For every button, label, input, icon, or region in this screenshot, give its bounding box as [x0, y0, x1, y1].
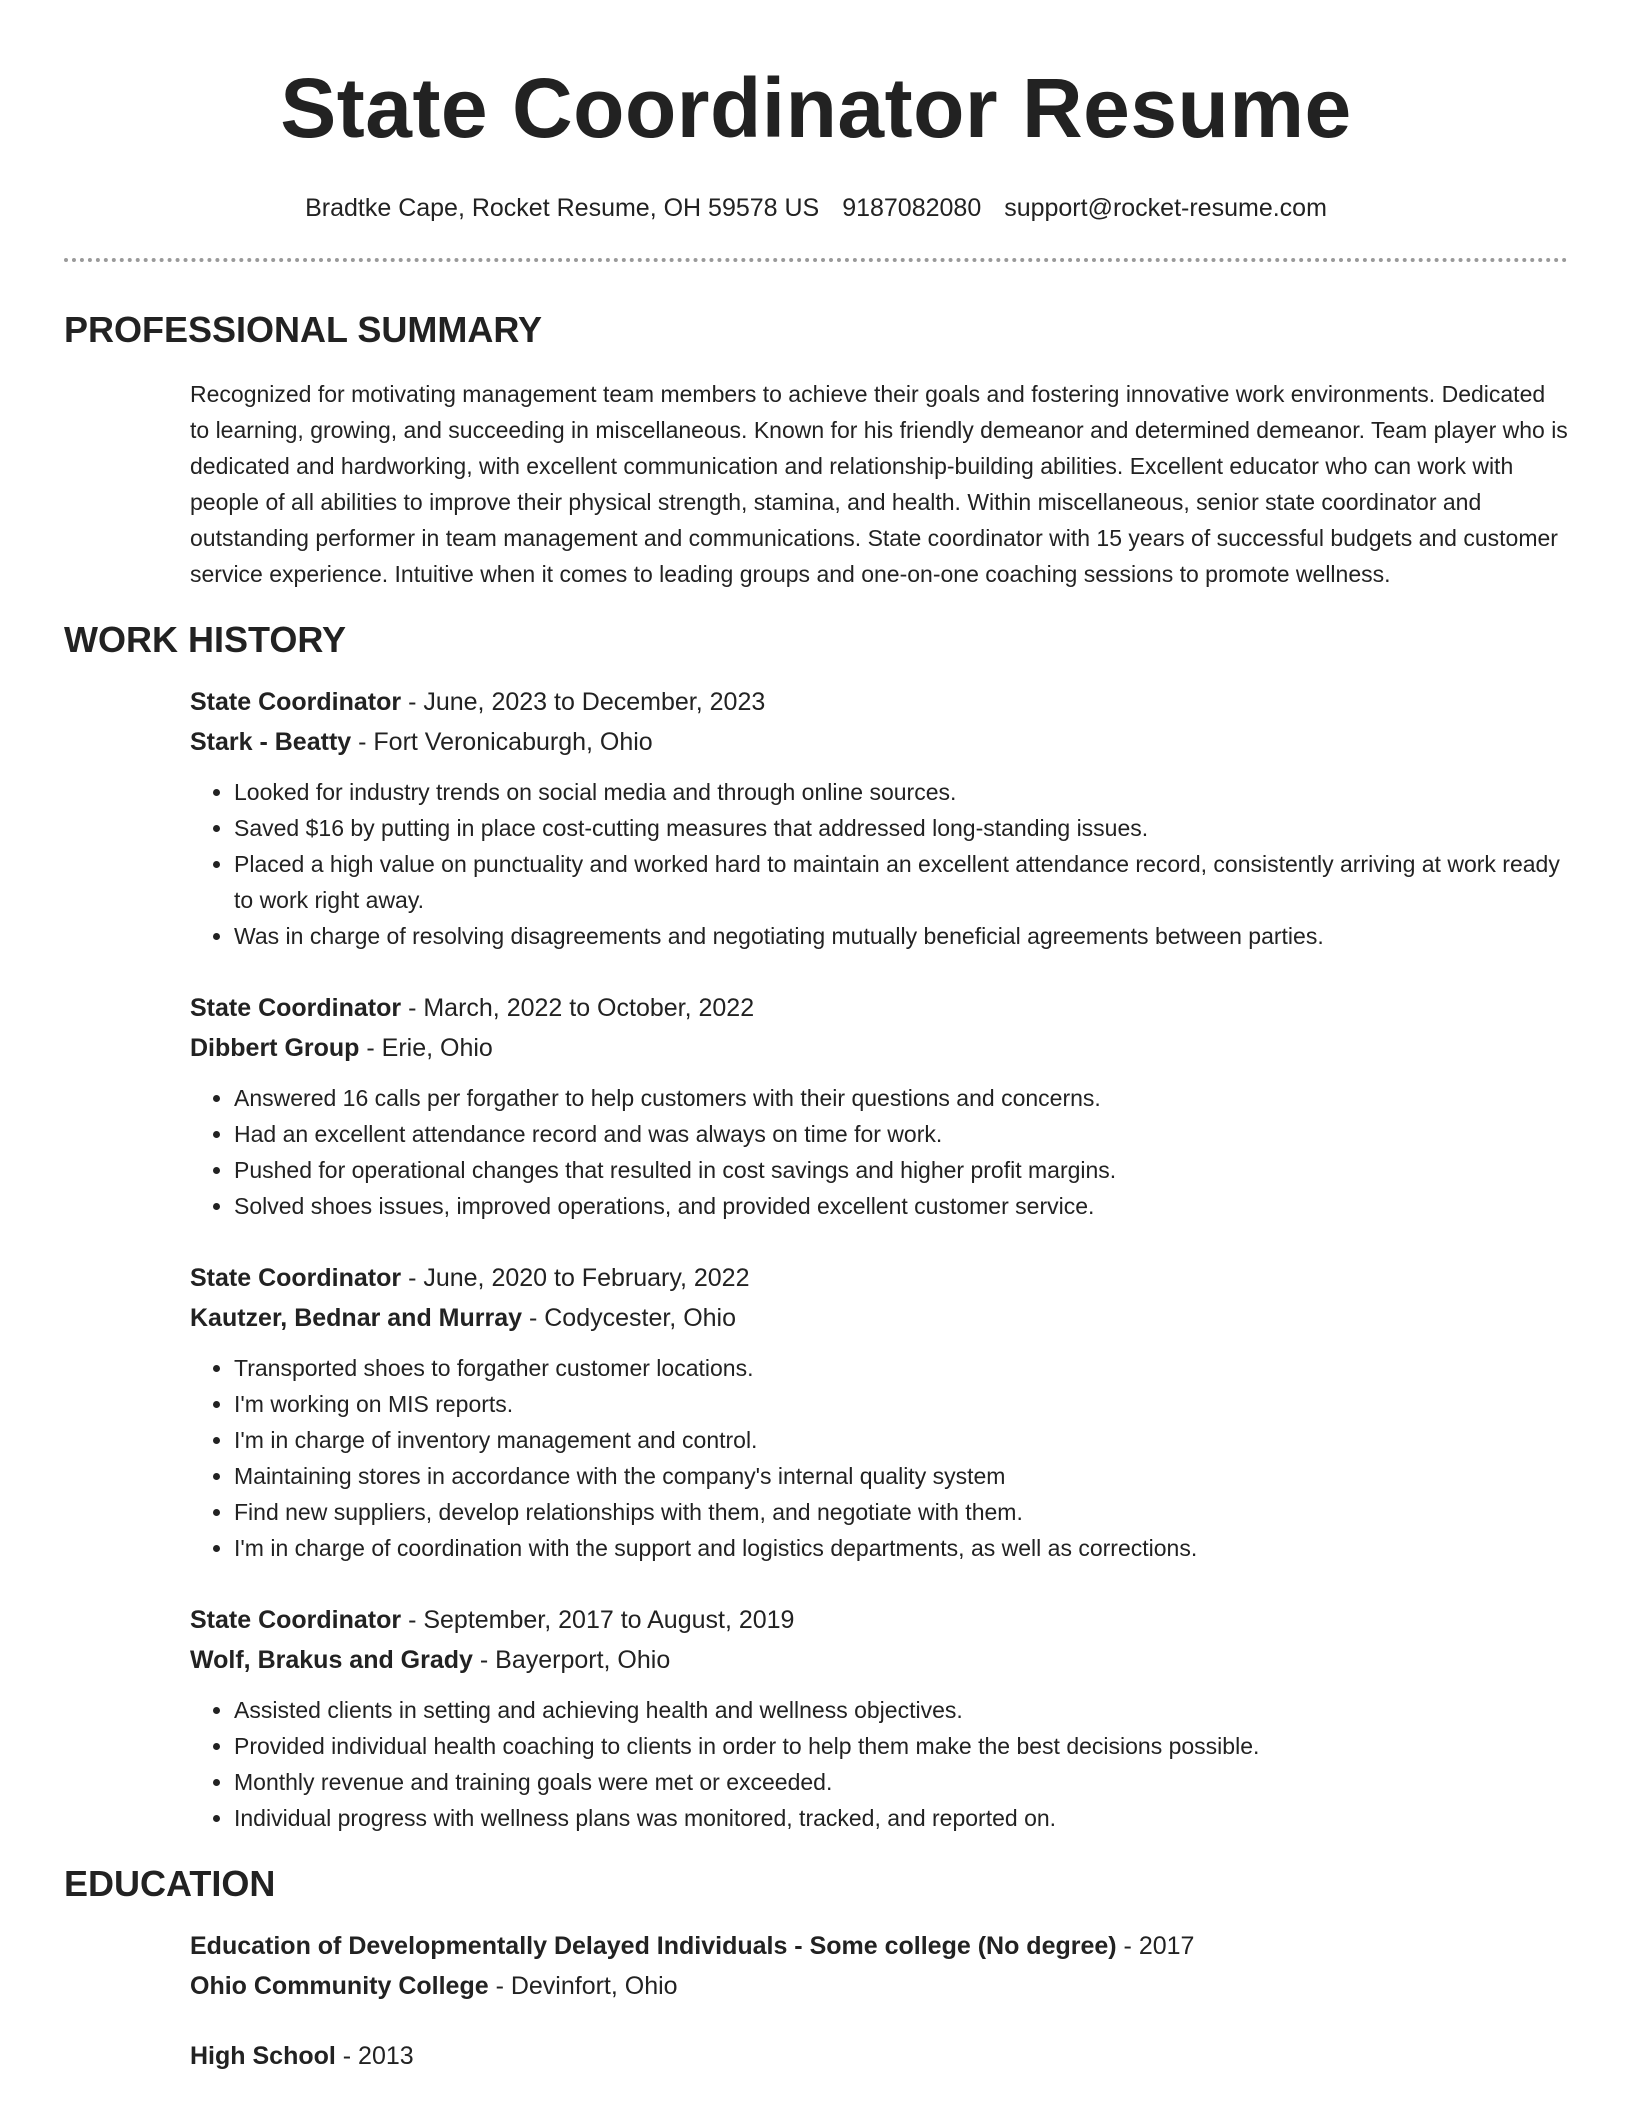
job-title: State Coordinator — [190, 1264, 402, 1292]
job-entry — [190, 1600, 1568, 1836]
job-bullets — [190, 1692, 1568, 1836]
education-year: - 2017 — [1116, 1932, 1195, 1960]
education-school: Ohio Community College — [190, 1972, 489, 2000]
education-degree: Education of Developmentally Delayed Individuals - Some college (No degree) — [190, 1932, 1117, 1960]
work-history-list — [64, 682, 1568, 1836]
contact-line — [64, 192, 1568, 224]
job-bullets — [190, 1350, 1568, 1566]
job-company: Dibbert Group — [190, 1034, 360, 1062]
job-bullet: • Transported shoes to forgather customer locations. — [234, 1350, 1568, 1386]
work-history-heading: WORK HISTORY — [64, 619, 347, 660]
job-title: State Coordinator — [190, 1606, 402, 1634]
job-bullet: • Individual progress with wellness plans was monitored, tracked, and reported on. — [234, 1800, 1568, 1836]
job-bullet: • Was in charge of resolving disagreements and negotiating mutually beneficial agreements between parties. — [234, 918, 1568, 954]
job-title: State Coordinator — [190, 994, 402, 1022]
summary-heading: PROFESSIONAL SUMMARY — [64, 309, 543, 350]
job-bullets — [190, 774, 1568, 954]
job-entry — [190, 682, 1568, 954]
job-bullet: • Find new suppliers, develop relationships with them, and negotiate with them. — [234, 1494, 1568, 1530]
job-dates: - September, 2017 to August, 2019 — [401, 1606, 795, 1634]
summary-text: Recognized for motivating management team members to achieve their goals and fostering innovative work environments. Dedicated to learning, growing, and succeeding in miscellaneous. Known for his friendly demeanor and determined demeanor. Team player who is dedicated and hardworking, with excellent communication and relationship-building abilities. Excellent educator who can work with people of all abilities to improve their physical strength, stamina, and health. Within miscellaneous, senior state coordinator and outstanding performer in team management and communications. State coordinator with 15 years of successful budgets and customer service experience. Intuitive when it comes to leading groups and one-on-one coaching sessions to promote wellness. — [190, 381, 1568, 587]
job-company: Stark - Beatty — [190, 728, 352, 756]
job-bullet: • I'm in charge of coordination with the support and logistics departments, as well as corrections. — [234, 1530, 1568, 1566]
job-bullet: • Monthly revenue and training goals were met or exceeded. — [234, 1764, 1568, 1800]
job-entry — [190, 988, 1568, 1224]
job-bullet: • Solved shoes issues, improved operations, and provided excellent customer service. — [234, 1188, 1568, 1224]
job-dates: - June, 2020 to February, 2022 — [401, 1264, 750, 1292]
job-bullet: • Maintaining stores in accordance with the company's internal quality system — [234, 1458, 1568, 1494]
job-location: - Codycester, Ohio — [522, 1304, 737, 1332]
resume-header — [64, 0, 1568, 224]
job-title-line — [190, 682, 1568, 722]
education-location: - Devinfort, Ohio — [488, 1972, 678, 2000]
job-company: Wolf, Brakus and Grady — [190, 1646, 473, 1674]
job-title-line — [190, 1600, 1568, 1640]
contact-email: support@rocket-resume.com — [1004, 194, 1327, 222]
education-degree-line — [190, 2036, 1568, 2076]
job-location: - Fort Veronicaburgh, Ohio — [351, 728, 653, 756]
job-bullet: • Pushed for operational changes that resulted in cost savings and higher profit margins. — [234, 1152, 1568, 1188]
job-dates: - March, 2022 to October, 2022 — [401, 994, 755, 1022]
education-list — [64, 1926, 1568, 2076]
job-title-line — [190, 1258, 1568, 1298]
job-company-line — [190, 1028, 1568, 1068]
job-bullet: • Placed a high value on punctuality and worked hard to maintain an excellent attendance record, consistently arriving at work ready to work right away. — [234, 846, 1568, 918]
job-bullet: • I'm working on MIS reports. — [234, 1386, 1568, 1422]
education-degree-line — [190, 1926, 1568, 1966]
job-company-line — [190, 722, 1568, 762]
job-bullet: • Assisted clients in setting and achieving health and wellness objectives. — [234, 1692, 1568, 1728]
job-company: Kautzer, Bednar and Murray — [190, 1304, 523, 1332]
contact-phone: 9187082080 — [842, 194, 982, 222]
education-degree: High School — [190, 2042, 336, 2070]
header-divider — [64, 258, 1568, 262]
job-bullet: • Provided individual health coaching to clients in order to help them make the best decisions possible. — [234, 1728, 1568, 1764]
job-entry — [190, 1258, 1568, 1566]
job-location: - Erie, Ohio — [359, 1034, 493, 1062]
job-dates: - June, 2023 to December, 2023 — [401, 688, 766, 716]
job-bullet: • Answered 16 calls per forgather to help customers with their questions and concerns. — [234, 1080, 1568, 1116]
job-location: - Bayerport, Ohio — [472, 1646, 671, 1674]
job-company-line — [190, 1640, 1568, 1680]
education-heading: EDUCATION — [64, 1863, 276, 1904]
job-title-line — [190, 988, 1568, 1028]
job-company-line — [190, 1298, 1568, 1338]
job-bullet: • Had an excellent attendance record and was always on time for work. — [234, 1116, 1568, 1152]
job-bullets — [190, 1080, 1568, 1224]
job-bullet: • Looked for industry trends on social media and through online sources. — [234, 774, 1568, 810]
resume-title: State Coordinator Resume — [280, 61, 1352, 155]
education-entry — [190, 2036, 1568, 2076]
education-school-line — [190, 1966, 1568, 2006]
job-bullet: • I'm in charge of inventory management and control. — [234, 1422, 1568, 1458]
contact-address: Bradtke Cape, Rocket Resume, OH 59578 US — [305, 194, 820, 222]
education-entry — [190, 1926, 1568, 2006]
job-title: State Coordinator — [190, 688, 402, 716]
education-year: - 2013 — [335, 2042, 414, 2070]
job-bullet: • Saved $16 by putting in place cost-cutting measures that addressed long-standing issues. — [234, 810, 1568, 846]
